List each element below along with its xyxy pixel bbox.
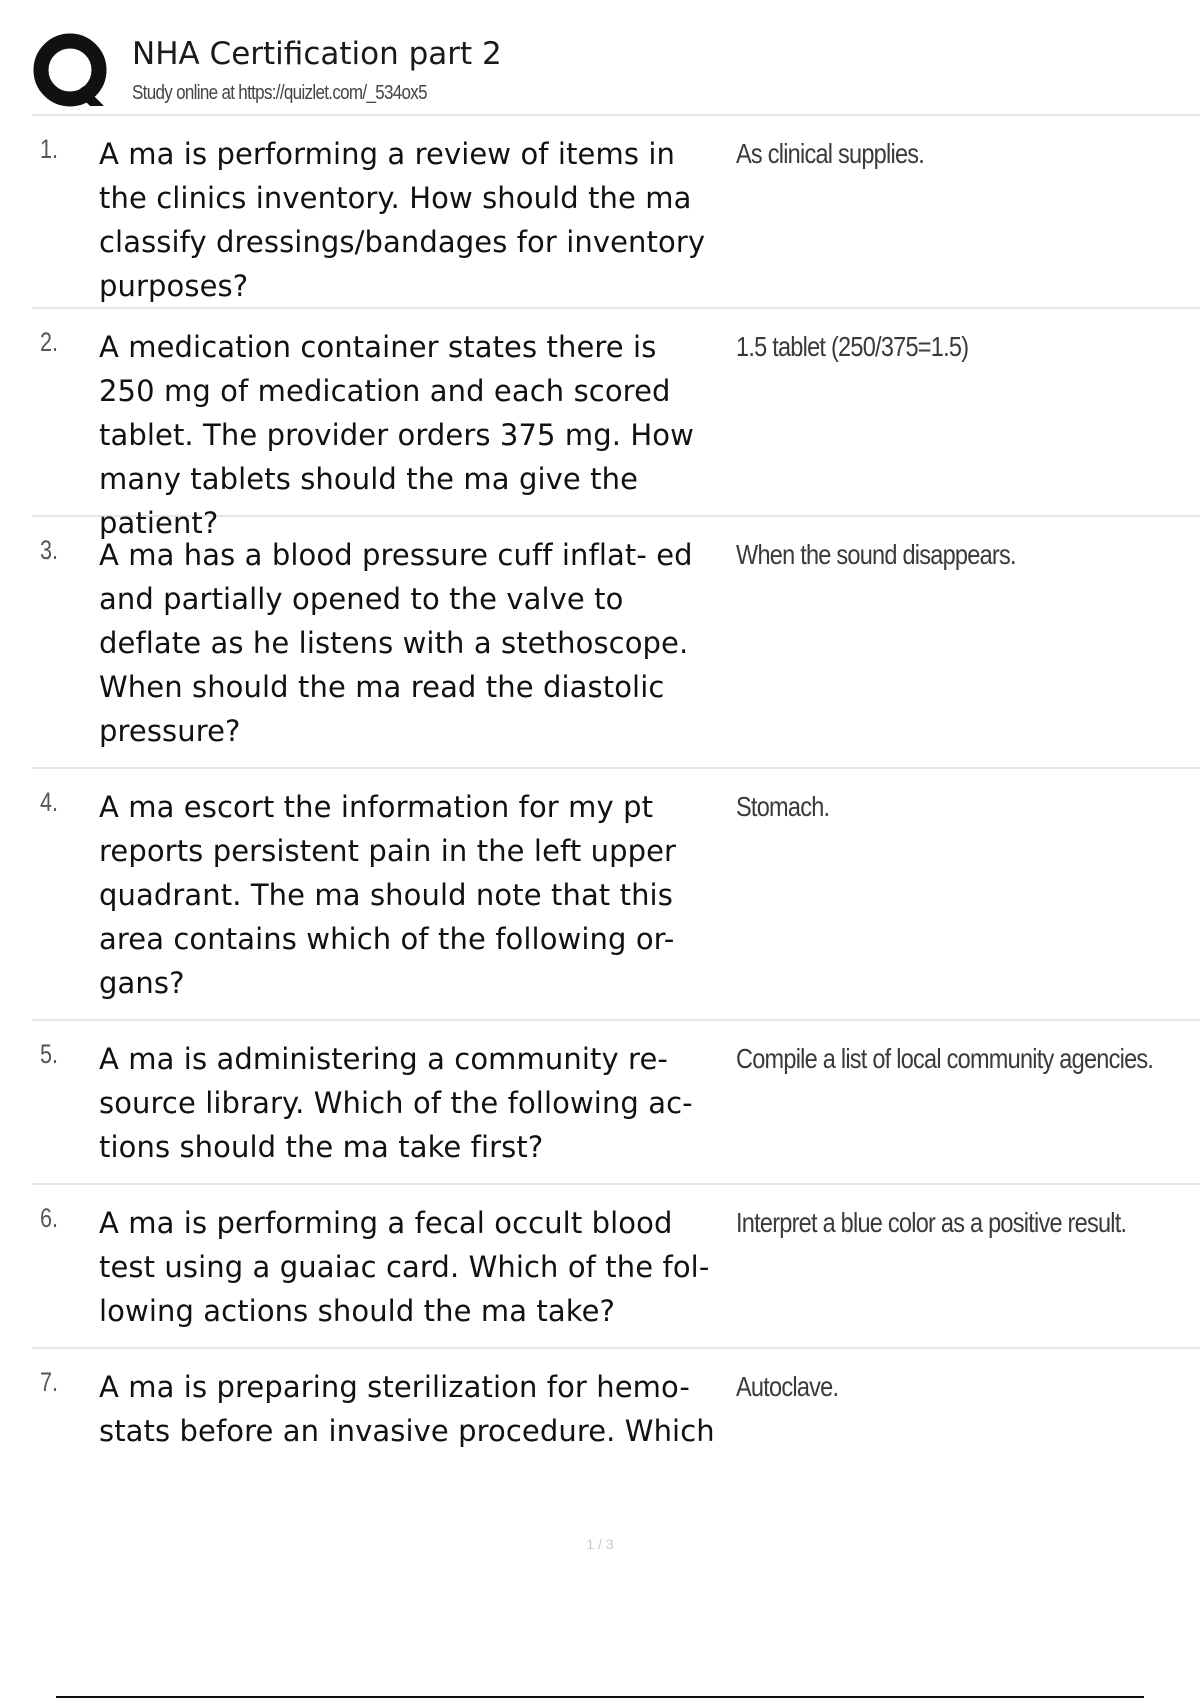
card-definition: Compile a list of local community agencies. bbox=[736, 1043, 1154, 1074]
flashcard-item bbox=[32, 1021, 1200, 1185]
card-term: A ma has a blood pressure cuff inflat- ed and partially opened to the valve to deflate as he listens with a stethoscope. When should the ma read the diastolic pressure? bbox=[99, 538, 693, 748]
card-term: A medication container states there is 250 mg of medication and each scored tablet. The provider orders 375 mg. How many tablets should the ma give the patient? bbox=[99, 330, 694, 540]
flashcard-item bbox=[32, 1349, 1200, 1469]
flashcard-item bbox=[32, 769, 1200, 1021]
flashcard-list bbox=[32, 116, 1200, 1469]
card-number: 6. bbox=[40, 1203, 59, 1233]
card-definition: 1.5 tablet (250/375=1.5) bbox=[736, 331, 969, 362]
card-definition: As clinical supplies. bbox=[736, 138, 925, 169]
card-term: A ma is preparing sterilization for hemo- stats before an invasive procedure. Which bbox=[99, 1370, 715, 1448]
quizlet-logo-icon bbox=[32, 32, 112, 112]
page-title: NHA Certification part 2 bbox=[132, 36, 502, 72]
card-number: 4. bbox=[40, 787, 59, 817]
page-bottom-divider bbox=[56, 1696, 1144, 1698]
card-number: 3. bbox=[40, 535, 59, 565]
flashcard-item bbox=[32, 1185, 1200, 1349]
page-number: 1 / 3 bbox=[586, 1536, 614, 1552]
card-definition: Stomach. bbox=[736, 791, 830, 822]
card-term: A ma escort the information for my pt reports persistent pain in the left upper quadrant. The ma should note that this area contains which of the following or- gans? bbox=[99, 790, 677, 1000]
flashcard-item bbox=[32, 116, 1200, 309]
card-definition: When the sound disappears. bbox=[736, 539, 1016, 570]
flashcard-item bbox=[32, 309, 1200, 540]
card-number: 7. bbox=[40, 1367, 59, 1397]
card-number: 5. bbox=[40, 1039, 59, 1069]
card-term: A ma is performing a fecal occult blood test using a guaiac card. Which of the fol- lowing actions should the ma take? bbox=[99, 1206, 710, 1328]
document-header bbox=[32, 28, 1200, 116]
card-definition: Interpret a blue color as a positive result. bbox=[736, 1207, 1127, 1238]
card-definition: Autoclave. bbox=[736, 1371, 839, 1402]
study-online-link[interactable]: Study online at https://quizlet.com/_534ox5 bbox=[132, 82, 427, 104]
card-number: 2. bbox=[40, 327, 59, 357]
card-number: 1. bbox=[40, 134, 59, 164]
card-term: A ma is performing a review of items in the clinics inventory. How should the ma classify dressings/bandages for inventory purposes? bbox=[99, 137, 706, 303]
flashcard-item bbox=[32, 517, 1200, 769]
card-term: A ma is administering a community re- source library. Which of the following ac- tions should the ma take first? bbox=[99, 1042, 693, 1164]
